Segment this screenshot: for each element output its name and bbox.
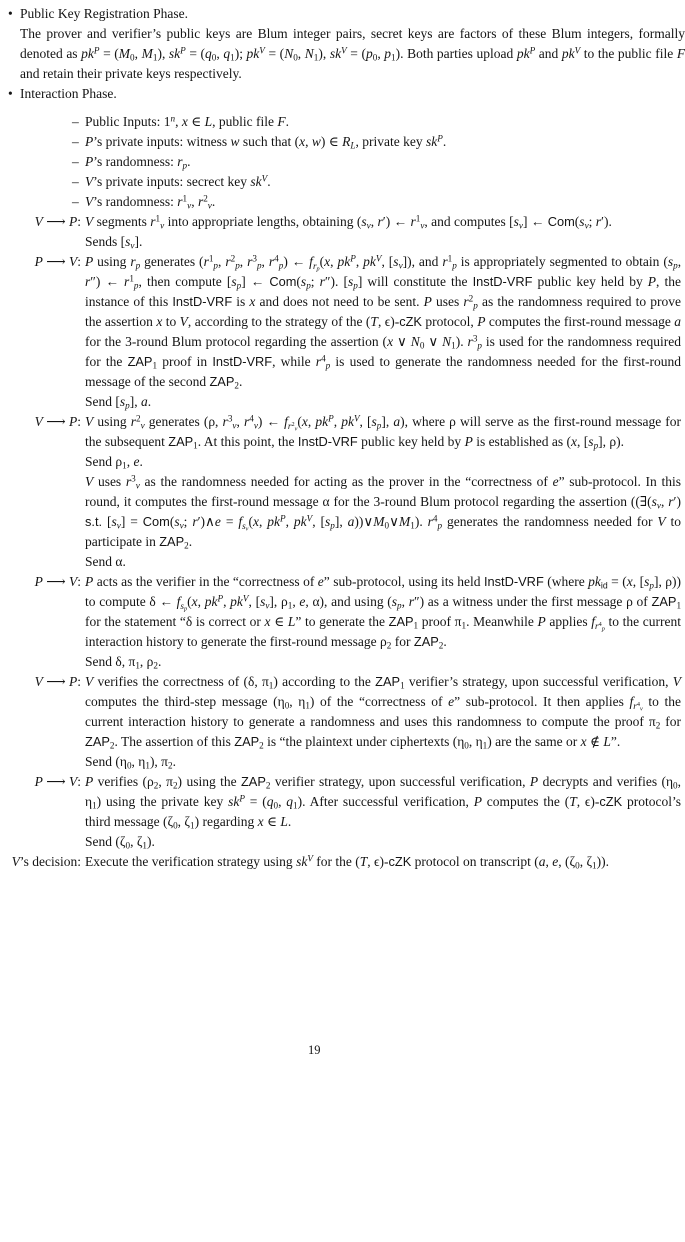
- protocol-row-body: [85, 772, 681, 852]
- protocol-row-body: [85, 572, 681, 672]
- dash-item: [72, 192, 685, 212]
- section-title: Interaction Phase.: [20, 86, 117, 101]
- protocol-row-body: [85, 212, 681, 252]
- protocol-row-label: P ⟶ V:: [34, 774, 81, 789]
- protocol-paragraph: P using $r_p$ generates ($r^1_p$, $r^2_p$, $r^3_p$, $r^4_p$) ← $f_{r_p}(x$, $pk^P$, $pk^V$, $[s_v]$), and $r^1_p$ is appropriately segmented to obtain ($s_p$, r″) ← $r^1_p$, then compute $[s_p]$ ← $Com(s_p$; r″). $[s_p]$ will constitute the InstD-VRF public key held by P, the instance of this InstD-VRF is x and does not need to be sent. P uses $r^2_p$ as the randomness required to prove the assertion x to V, according to the strategy of the (T, ϵ)-cZK protocol, P computes the first-round message a for the 3-round Blum protocol regarding the assertion (x ∨ $N_0$ ∨ $N_1$). $r^3_p$ is used for the randomness required for the $ZAP_1$ proof in InstD-VRF, while $r^4_p$ is used to generate the randomness needed for the first-round message of the second $ZAP_2$.: [85, 253, 682, 391]
- protocol-row: [0, 852, 685, 872]
- protocol-paragraph: Send $\rho_1$, e.: [85, 454, 143, 471]
- protocol-paragraph: P acts as the verifier in the “correctness of e” sub-protocol, using its held InstD-VRF (where $pk_{id} = (x$, $[s_p]$, ρ)) to compute δ ← $f_{s_p}(x$, $pk^P$, $pk^V$, $[s_v]$, $\rho_1$, e, α), and using ($s_p$, r″) as a witness under the first message ρ of $ZAP_1$ for the statement “δ is correct or x ∈ L” to generate the $ZAP_1$ proof $\pi_1$. Meanwhile P applies $f_{r^4_p}$ to the current interaction history to generate the first-round message $\rho_2$ for $ZAP_2$.: [85, 574, 682, 651]
- protocol-row-body: [85, 412, 681, 572]
- protocol-paragraph: V uses $r^3_v$ as the randomness needed for acting as the prover in the “correctness of e” sub-protocol. In this round, it computes the first-round message α for the 3-round Blum protocol regarding the assertion (($\exists(s_v$, r′) s.t. $[s_v] = Com(s_v$; r′)∧e = $f_{s_v}(x$, $pk^P$, $pk^V$, $[s_p]$, $a))\vee M_0\vee M_1$). $r^4_p$ generates the randomness needed for V to participate in $ZAP_2$.: [85, 473, 682, 551]
- dash-icon: –: [72, 114, 79, 129]
- bullet-icon: •: [8, 86, 13, 101]
- bullet-content: [20, 4, 685, 84]
- protocol-row: [0, 572, 685, 672]
- protocol-row: [0, 212, 685, 252]
- protocol-paragraph: Send $[s_p]$, a.: [85, 394, 152, 411]
- protocol-row-body: [85, 672, 681, 772]
- protocol-row: [0, 252, 685, 412]
- bullet-content: [20, 84, 685, 212]
- dash-item: [72, 172, 685, 192]
- protocol-paragraph: V verifies the correctness of (δ, $\pi_1$) according to the $ZAP_1$ verifier’s strategy, upon successful verification, V computes the third-step message ($\eta_0$, $\eta_1$) of the “correctness of e” sub-protocol. It then applies $f_{r^4_v}$ to the current interaction history to generate a randomness and uses this randomness to compute the proof $\pi_2$ for $ZAP_2$. The assertion of this $ZAP_2$ is “the plaintext under ciphertexts ($\eta_0$, $\eta_1$) are the same or x ∉ L”.: [85, 674, 681, 751]
- dash-icon: –: [72, 194, 79, 209]
- dash-icon: –: [72, 154, 79, 169]
- protocol-row-label: V ⟶ P:: [34, 674, 81, 689]
- dash-item: [72, 132, 685, 152]
- protocol-row-label: P ⟶ V:: [34, 574, 81, 589]
- bullet-icon: •: [8, 6, 13, 21]
- protocol-paragraph: Send ($\eta_0$, $\eta_1$), $\pi_2$.: [85, 754, 176, 771]
- protocol-paragraph: V segments $r^1_v$ into appropriate lengths, obtaining ($s_v$, r′) ← $r^1_v$, and computes $[s_v]$ ← $Com(s_v$; r′).: [85, 213, 612, 231]
- protocol-paragraph: V using $r^2_v$ generates (ρ, $r^3_v$, $r^4_v$) ← $f_{r^2_v}(x$, $pk^P$, $pk^V$, $[s_p]$, a), where ρ will serve as the first-round message for the subsequent $ZAP_1$. At this point, the InstD-VRF public key held by P is established as (x, $[s_p]$, ρ).: [85, 413, 682, 451]
- dash-item: [72, 152, 685, 172]
- dash-icon: –: [72, 174, 79, 189]
- protocol-row-label: P ⟶ V:: [34, 254, 81, 269]
- protocol-row-label: V ⟶ P:: [34, 214, 81, 229]
- protocol-row-body: [85, 252, 681, 412]
- protocol-row-label: V ⟶ P:: [34, 414, 81, 429]
- dash-item-text: Public Inputs: 1$^n$, x ∈ L, public file F.: [85, 113, 289, 129]
- dash-item-text: P’s randomness: $r_p$.: [85, 154, 191, 171]
- section-paragraph: The prover and verifier’s public keys are Blum integer pairs, secret keys are factors of these Blum integers, formally denoted as $pk^P = (M_0$, $M_1$), $sk^P = (q_0$, $q_1$); $pk^V = (N_0$, $N_1$), $sk^V = (p_0$, $p_1$). Both parties upload $pk^P$ and $pk^V$ to the public file F and retain their private keys respectively.: [20, 26, 685, 81]
- document-content: [0, 4, 685, 872]
- bullet-item: [0, 4, 685, 84]
- dash-item: [72, 112, 685, 132]
- page-number-artifact: 19: [308, 1043, 321, 1057]
- protocol-paragraph: Send α.: [85, 554, 126, 569]
- protocol-paragraph: Execute the verification strategy using $sk^V$ for the (T, ϵ)-cZK protocol on transcript (a, e, ($\zeta_0$, $\zeta_1$)).: [85, 853, 610, 871]
- bullet-item: [0, 84, 685, 212]
- protocol-paragraph: Send ($\zeta_0$, $\zeta_1$).: [85, 834, 155, 851]
- protocol-row-body: [85, 852, 681, 872]
- section-title: Public Key Registration Phase.: [20, 6, 188, 21]
- dash-item-text: P’s private inputs: witness w such that (x, w) ∈ $R_L$, private key $sk^P$.: [85, 133, 447, 151]
- dash-item-text: V’s randomness: $r^1_v$, $r^2_v$.: [85, 193, 216, 211]
- protocol-rows: [0, 212, 685, 872]
- protocol-row-label: V’s decision:: [11, 854, 81, 869]
- dash-list: [20, 112, 685, 212]
- protocol-paragraph: Sends $[s_v]$.: [85, 234, 143, 251]
- protocol-paragraph: P verifies ($\rho_2$, $\pi_2$) using the $ZAP_2$ verifier strategy, upon successful verification, P decrypts and verifies ($\eta_0$, $\eta_1$) using the private key $sk^P = (q_0$, $q_1$). After successful verification, P computes the (T, ϵ)-cZK protocol’s third message ($\zeta_0$, $\zeta_1$) regarding x ∈ L.: [85, 774, 682, 831]
- protocol-row: [0, 672, 685, 772]
- protocol-paragraph: Send δ, $\pi_1$, $\rho_2$.: [85, 654, 162, 671]
- dash-item-text: V’s private inputs: secrect key $sk^V$.: [85, 173, 271, 189]
- protocol-row: [0, 772, 685, 852]
- protocol-row: [0, 412, 685, 572]
- dash-icon: –: [72, 134, 79, 149]
